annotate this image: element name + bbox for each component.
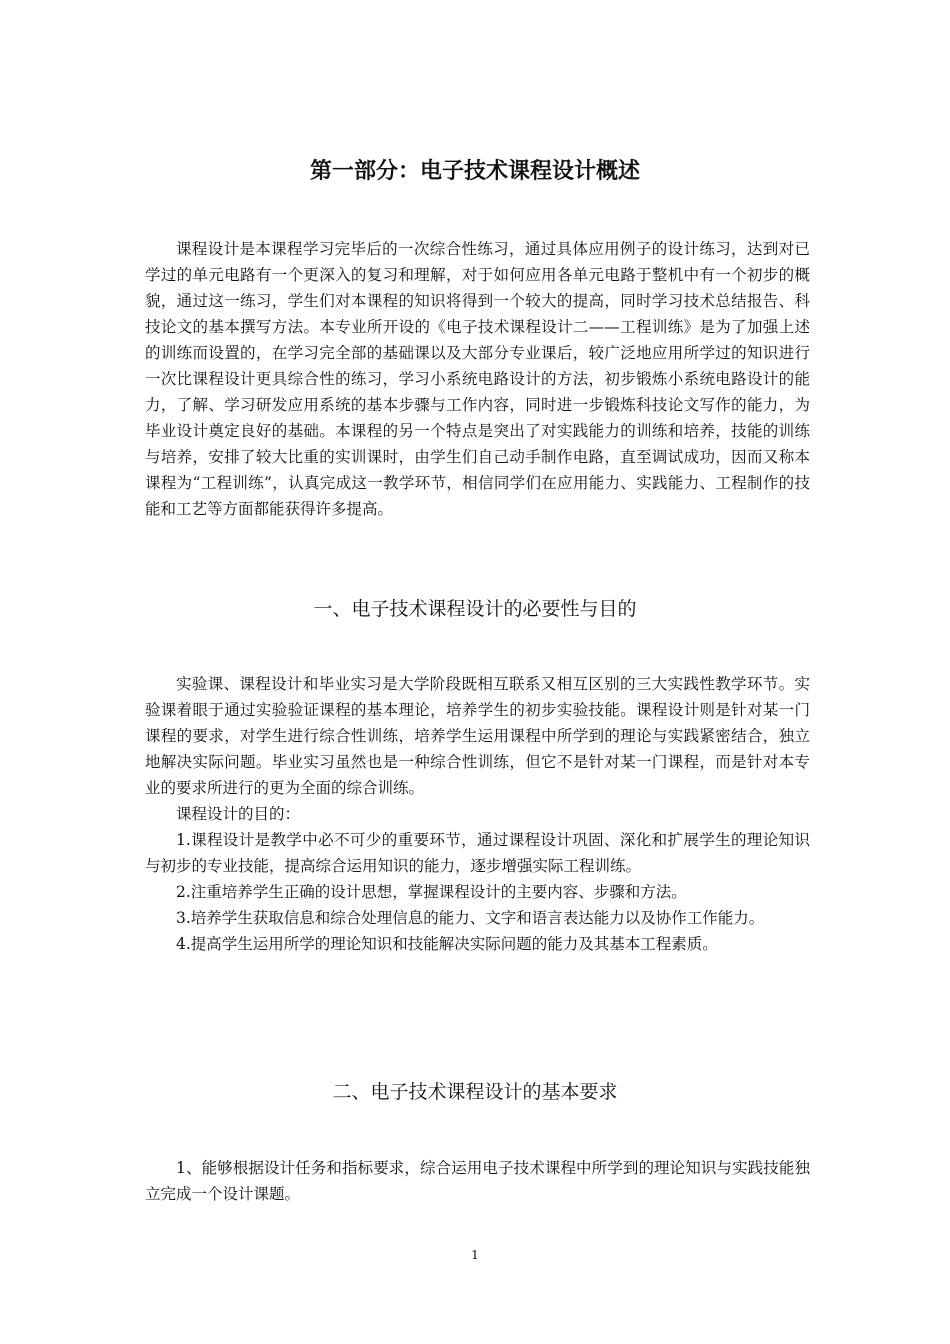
purpose-item: 3.培养学生获取信息和综合处理信息的能力、文字和语言表达能力以及协作工作能力。: [176, 909, 765, 927]
section-heading-requirements: 二、电子技术课程设计的基本要求: [332, 1081, 618, 1103]
purpose-item: 2.注重培养学生正确的设计思想，掌握课程设计的主要内容、步骤和方法。: [176, 883, 687, 901]
intro-section: [145, 236, 810, 522]
intro-paragraph: 课程设计是本课程学习完毕后的一次综合性练习，通过具体应用例子的设计练习，达到对已学过的单元电路有一个更深入的复习和理解，对于如何应用各单元电路于整机中有一个初步的概貌，通过这一练习，学生们对本课程的知识将得到一个较大的提高，同时学习技术总结报告、科技论文的基本撰写方法。本专业所开设的《电子技术课程设计二——工程训练》是为了加强上述的训练而设置的，在学习完全部的基础课以及大部分专业课后，较广泛地应用所学过的知识进行一次比课程设计更具综合性的练习，学习小系统电路设计的方法，初步锻炼小系统电路设计的能力，了解、学习研发应用系统的基本步骤与工作内容，同时进一步锻炼科技论文写作的能力，为毕业设计奠定良好的基础。本课程的另一个特点是突出了对实践能力的训练和培养，技能的训练与培养，安排了较大比重的实训课时，由学生们自己动手制作电路，直至调试成功，因而又称本课程为“工程训练”，认真完成这一教学环节，相信同学们在应用能力、实践能力、工程制作的技能和工艺等方面都能获得许多提高。: [145, 240, 810, 518]
page-number: 1: [471, 1248, 479, 1262]
purpose-item: 4.提高学生运用所学的理论知识和技能解决实际问题的能力及其基本工程素质。: [176, 935, 718, 953]
purpose-label: 课程设计的目的：: [176, 805, 301, 823]
necessity-paragraph: 实验课、课程设计和毕业实习是大学阶段既相互联系又相互区别的三大实践性教学环节。实验课着眼于通过实验验证课程的基本理论，培养学生的初步实验技能。课程设计则是针对某一门课程的要求，对学生进行综合性训练，培养学生运用课程中所学到的理论与实践紧密结合，独立地解决实际问题。毕业实习虽然也是一种综合性训练，但它不是针对某一门课程，而是针对本专业的要求所进行的更为全面的综合训练。: [145, 675, 810, 797]
section-necessity-body: [145, 671, 810, 957]
section-heading-necessity: 一、电子技术课程设计的必要性与目的: [313, 598, 637, 620]
purpose-item: 1.课程设计是教学中必不可少的重要环节，通过课程设计巩固、深化和扩展学生的理论知识与初步的专业技能，提高综合运用知识的能力，逐步增强实际工程训练。: [145, 831, 810, 875]
document-title: 第一部分：电子技术课程设计概述: [309, 159, 640, 184]
section-requirements-body: [145, 1155, 810, 1207]
requirement-item: 1、能够根据设计任务和指标要求，综合运用电子技术课程中所学到的理论知识与实践技能独立完成一个设计课题。: [145, 1159, 810, 1203]
